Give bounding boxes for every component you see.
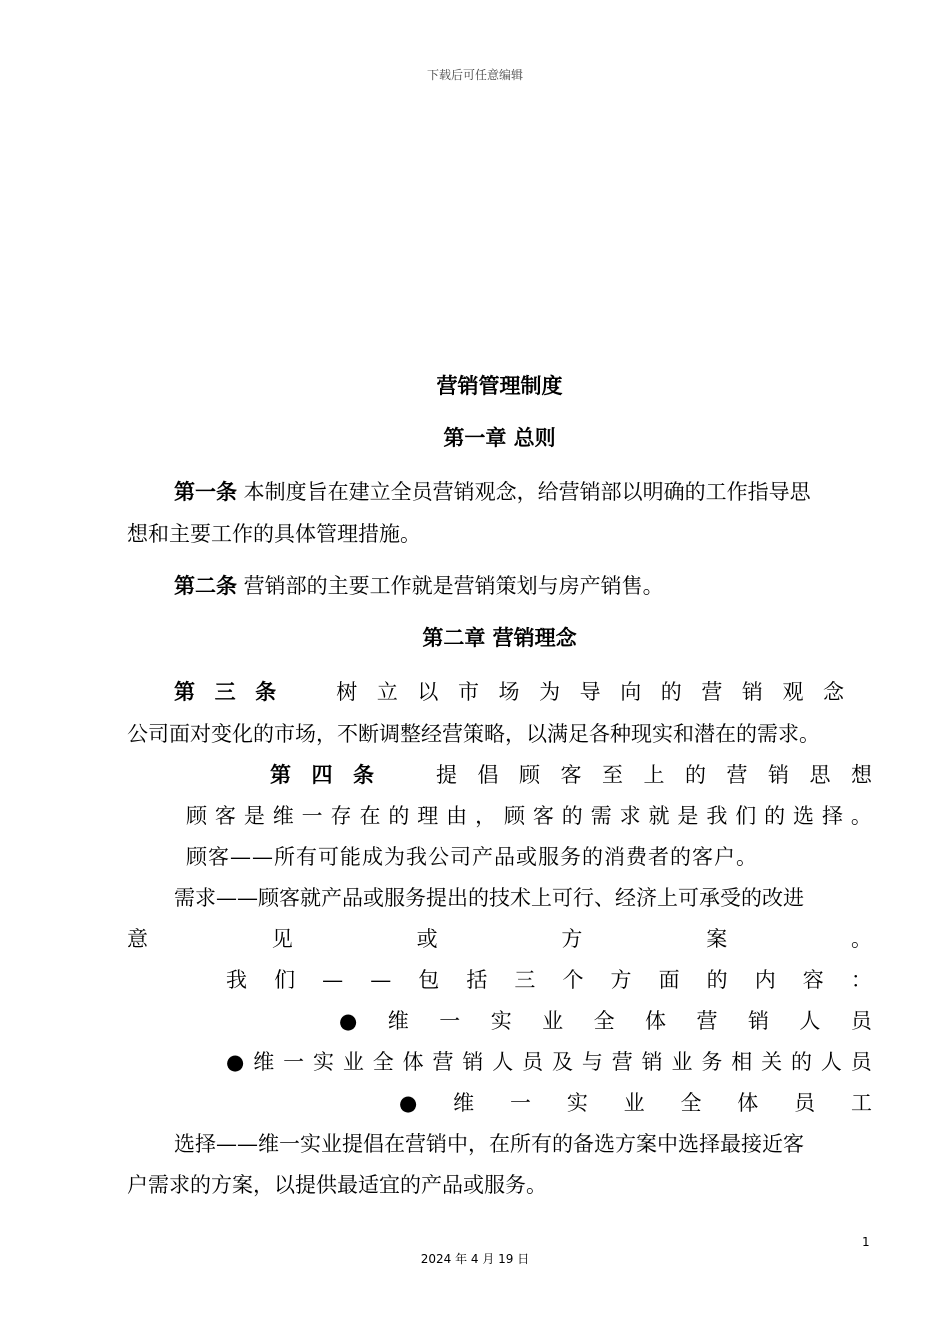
- bullet-2-char: 人: [820, 1050, 842, 1074]
- we-line: [127, 960, 872, 1001]
- customer-reason-char: 我: [706, 804, 728, 828]
- bullet-1-char: 员: [850, 1009, 872, 1033]
- article-1-line-1: [127, 472, 872, 513]
- article-4-char: 顾: [519, 763, 540, 787]
- article-3-char: 三: [214, 680, 236, 704]
- article-3-char: 树: [336, 680, 358, 704]
- article-4-char: 上: [643, 763, 665, 787]
- demand-line-1: 需求——顾客就产品或服务提出的技术上可行、经济上可承受的改进: [174, 886, 804, 910]
- customer-reason-char: 顾: [186, 804, 207, 828]
- article-3-char: 市: [457, 680, 479, 704]
- bullet-3-char: 工: [850, 1091, 872, 1115]
- article-3-char: 的: [660, 680, 682, 704]
- bullet-2-char: 全: [372, 1050, 394, 1074]
- chapter-1-heading: 第一章 总则: [443, 426, 556, 450]
- demand-char: 见: [271, 927, 293, 951]
- customer-reason-char: 客: [532, 804, 554, 828]
- article-4-char: 思: [809, 763, 831, 787]
- bullet-1-char: 业: [542, 1009, 564, 1033]
- bullet-3-char: 一: [509, 1091, 531, 1115]
- article-3-char: 为: [539, 680, 561, 704]
- customer-reason-char: 理: [417, 804, 439, 828]
- customer-reason-line: [127, 796, 872, 837]
- choice-line-2: 户需求的方案，以提供最适宜的产品或服务。: [127, 1173, 547, 1197]
- article-4-char: 客: [560, 763, 582, 787]
- article-4-char: 至: [602, 763, 623, 787]
- we-char: —: [322, 968, 344, 992]
- article-3-char: 立: [376, 680, 398, 704]
- page-header: 下载后可任意编辑: [426, 68, 523, 82]
- article-3-char: 营: [701, 680, 723, 704]
- we-char: 个: [562, 968, 584, 992]
- document-body: [127, 366, 872, 1206]
- document-title: 营销管理制度: [436, 374, 563, 398]
- bullet-1-char: 营: [696, 1009, 718, 1033]
- bullet-1-char: 销: [747, 1009, 769, 1033]
- we-char: ：: [850, 968, 872, 992]
- bullet-2-char: 关: [761, 1050, 783, 1074]
- article-3-line-1: [127, 672, 844, 713]
- bullet-1-char: 一: [439, 1009, 461, 1033]
- bullet-2-char: 业: [342, 1050, 364, 1074]
- article-4-char: 条: [353, 763, 374, 787]
- bullet-1-char: 体: [645, 1009, 667, 1033]
- customer-reason-char: 在: [359, 804, 381, 828]
- bullet-2-char: 及: [551, 1050, 573, 1074]
- article-4-char: 第: [270, 763, 291, 787]
- we-char: 方: [610, 968, 632, 992]
- customer-reason-char: 的: [388, 804, 410, 828]
- footer-date: 2024 年 4 月 19 日: [420, 1252, 530, 1266]
- demand-char: 。: [850, 927, 872, 951]
- article-4-char: 想: [851, 763, 872, 787]
- article-3-char: 条: [255, 680, 277, 704]
- bullet-2-char: 维: [253, 1050, 275, 1074]
- customer-reason-char: 一: [301, 804, 323, 828]
- bullet-2-char: 营: [611, 1050, 633, 1074]
- article-3-char: 向: [620, 680, 642, 704]
- we-char: 容: [802, 968, 824, 992]
- article-4-char: 销: [768, 763, 789, 787]
- article-3-char: 第: [174, 680, 195, 704]
- bullet-2-char: 与: [581, 1050, 603, 1074]
- we-char: 我: [226, 968, 247, 992]
- bullet-1-char: ●: [339, 1009, 358, 1033]
- choice-line-1: 选择——维一实业提倡在营销中，在所有的备选方案中选择最接近客: [174, 1132, 804, 1156]
- bullet-2-char: 员: [522, 1050, 544, 1074]
- chapter-2-heading: 第二章 营销理念: [422, 626, 577, 650]
- customer-reason-char: ，: [475, 804, 497, 828]
- article-3-char: 念: [823, 680, 844, 704]
- bullet-1-char: 实: [490, 1009, 512, 1033]
- bullet-item-2: [127, 1042, 872, 1083]
- customer-reason-char: 们: [735, 804, 757, 828]
- bullet-2-char: 人: [492, 1050, 514, 1074]
- we-char: 括: [466, 968, 488, 992]
- bullet-1-char: 维: [387, 1009, 409, 1033]
- bullet-item-3: [127, 1083, 872, 1124]
- bullet-2-char: ●: [226, 1050, 245, 1074]
- article-3-line-2: 公司面对变化的市场，不断调整经营策略，以满足各种现实和潜在的需求。: [127, 722, 820, 746]
- article-4-char: 提: [436, 763, 457, 787]
- bullet-3-char: 全: [680, 1091, 702, 1115]
- article-3-char: 导: [579, 680, 601, 704]
- bullet-2-char: 的: [790, 1050, 812, 1074]
- bullet-2-char: 体: [402, 1050, 424, 1074]
- bullet-2-char: 相: [731, 1050, 753, 1074]
- article-4-char: 的: [685, 763, 706, 787]
- we-char: 包: [418, 968, 440, 992]
- customer-reason-char: 是: [677, 804, 699, 828]
- we-char: —: [370, 968, 392, 992]
- customer-definition-line: 顾客——所有可能成为我公司产品或服务的消费者的客户。: [186, 845, 758, 869]
- bullet-3-char: ●: [399, 1091, 418, 1115]
- demand-char: 意: [127, 927, 148, 951]
- bullet-2-char: 实: [312, 1050, 334, 1074]
- article-1-line-2: 想和主要工作的具体管理措施。: [127, 522, 421, 546]
- demand-line-2: [127, 919, 872, 960]
- customer-reason-char: 客: [214, 804, 236, 828]
- bullet-2-char: 销: [641, 1050, 663, 1074]
- customer-reason-char: 择: [821, 804, 843, 828]
- we-char: 的: [706, 968, 728, 992]
- article-2-label: 第二条: [174, 574, 237, 598]
- customer-reason-char: 就: [648, 804, 670, 828]
- bullet-item-1: [127, 1001, 872, 1042]
- article-3-char: 观: [782, 680, 804, 704]
- bullet-1-char: 全: [593, 1009, 615, 1033]
- bullet-2-char: 务: [701, 1050, 723, 1074]
- bullet-2-char: 销: [462, 1050, 484, 1074]
- article-4-line-1: [127, 755, 872, 796]
- bullet-2-char: 业: [671, 1050, 693, 1074]
- article-3-char: 场: [498, 680, 520, 704]
- article-4-char: 倡: [477, 763, 499, 787]
- bullet-2-char: 一: [283, 1050, 305, 1074]
- bullet-3-char: 维: [453, 1091, 475, 1115]
- we-char: 面: [658, 968, 680, 992]
- article-1-label: 第一条: [174, 480, 237, 504]
- customer-reason-char: 由: [446, 804, 468, 828]
- article-4-gap: [395, 755, 416, 796]
- customer-reason-char: 存: [330, 804, 352, 828]
- article-3-char: 以: [417, 680, 439, 704]
- customer-reason-char: 的: [764, 804, 786, 828]
- customer-reason-char: 选: [793, 804, 815, 828]
- customer-reason-char: 维: [272, 804, 294, 828]
- customer-reason-char: 是: [243, 804, 265, 828]
- bullet-3-char: 实: [566, 1091, 588, 1115]
- bullet-2-char: 营: [432, 1050, 454, 1074]
- customer-reason-char: 。: [850, 804, 872, 828]
- we-char: 们: [274, 968, 296, 992]
- demand-char: 方: [561, 927, 583, 951]
- we-char: 内: [754, 968, 776, 992]
- article-2: [127, 566, 872, 607]
- customer-reason-char: 需: [590, 804, 612, 828]
- customer-reason-char: 的: [561, 804, 583, 828]
- bullet-3-char: 员: [794, 1091, 816, 1115]
- customer-reason-char: 求: [619, 804, 641, 828]
- article-2-text: 营销部的主要工作就是营销策划与房产销售。: [237, 574, 664, 598]
- article-1-text: 本制度旨在建立全员营销观念，给营销部以明确的工作指导思: [237, 480, 811, 504]
- article-4-char: 四: [311, 763, 333, 787]
- demand-char: 或: [416, 927, 438, 951]
- customer-reason-char: 顾: [503, 804, 525, 828]
- article-3-gap: [296, 672, 317, 713]
- bullet-3-char: 体: [737, 1091, 759, 1115]
- article-3-char: 销: [741, 680, 763, 704]
- bullet-3-char: 业: [623, 1091, 645, 1115]
- bullet-2-char: 员: [850, 1050, 872, 1074]
- article-4-char: 营: [726, 763, 748, 787]
- page-number: 1: [862, 1235, 870, 1249]
- demand-char: 案: [706, 927, 728, 951]
- we-char: 三: [514, 968, 536, 992]
- bullet-1-char: 人: [799, 1009, 821, 1033]
